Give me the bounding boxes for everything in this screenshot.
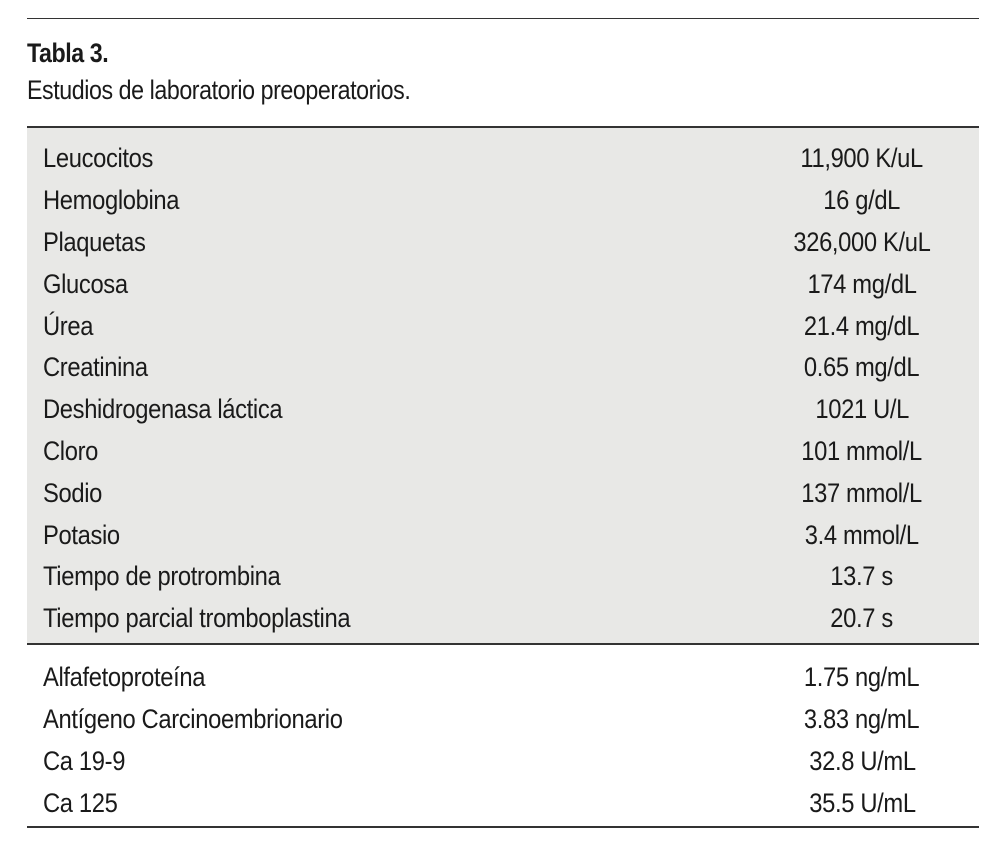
row-value: 1.75 ng/mL <box>804 662 920 693</box>
table-row <box>27 514 979 556</box>
table-row <box>27 138 979 180</box>
table-row <box>27 556 979 598</box>
table-row <box>27 782 979 824</box>
row-value: 11,900 K/uL <box>800 143 924 174</box>
table-row <box>27 222 979 264</box>
table-row <box>27 305 979 347</box>
table-row <box>27 598 979 640</box>
table-row <box>27 263 979 305</box>
row-label: Plaquetas <box>43 226 146 257</box>
lab-section-general <box>27 128 979 643</box>
row-value: 20.7 s <box>830 603 894 634</box>
table-row <box>27 180 979 222</box>
lab-results-table <box>27 126 979 828</box>
table-title: Tabla 3. <box>27 38 109 68</box>
row-label: Tiempo de protrombina <box>43 561 281 592</box>
row-label: Úrea <box>43 310 94 341</box>
row-value: 16 g/dL <box>823 185 901 216</box>
row-label: Creatinina <box>43 352 148 383</box>
row-value: 101 mmol/L <box>801 435 923 466</box>
row-label: Hemoglobina <box>43 185 180 216</box>
row-value: 32.8 U/mL <box>808 745 916 776</box>
row-value: 174 mg/dL <box>807 268 917 299</box>
table-caption <box>27 36 473 107</box>
lab-section-tumor-markers <box>27 643 979 826</box>
row-label: Alfafetoproteína <box>43 662 206 693</box>
row-value: 3.4 mmol/L <box>804 519 920 550</box>
table-row <box>27 699 979 741</box>
row-label: Tiempo parcial tromboplastina <box>43 603 351 634</box>
row-label: Glucosa <box>43 268 128 299</box>
row-label: Antígeno Carcinoembrionario <box>43 704 343 735</box>
row-value: 1021 U/L <box>815 394 909 425</box>
row-label: Leucocitos <box>43 143 154 174</box>
table-subtitle: Estudios de laboratorio preoperatorios. <box>27 75 411 105</box>
top-rule <box>27 18 979 19</box>
table-row <box>27 431 979 473</box>
table-row <box>27 741 979 783</box>
row-value: 137 mmol/L <box>801 477 923 508</box>
row-label: Cloro <box>43 435 99 466</box>
row-label: Ca 125 <box>43 787 118 818</box>
row-label: Deshidrogenasa láctica <box>43 394 283 425</box>
row-value: 13.7 s <box>830 561 894 592</box>
row-value: 21.4 mg/dL <box>804 310 920 341</box>
row-value: 0.65 mg/dL <box>804 352 920 383</box>
row-label: Potasio <box>43 519 120 550</box>
row-value: 326,000 K/uL <box>793 226 931 257</box>
row-label: Ca 19-9 <box>43 745 126 776</box>
table-row <box>27 472 979 514</box>
table-row <box>27 657 979 699</box>
table-row <box>27 347 979 389</box>
table-row <box>27 389 979 431</box>
row-value: 35.5 U/mL <box>808 787 916 818</box>
row-value: 3.83 ng/mL <box>804 704 920 735</box>
row-label: Sodio <box>43 477 103 508</box>
